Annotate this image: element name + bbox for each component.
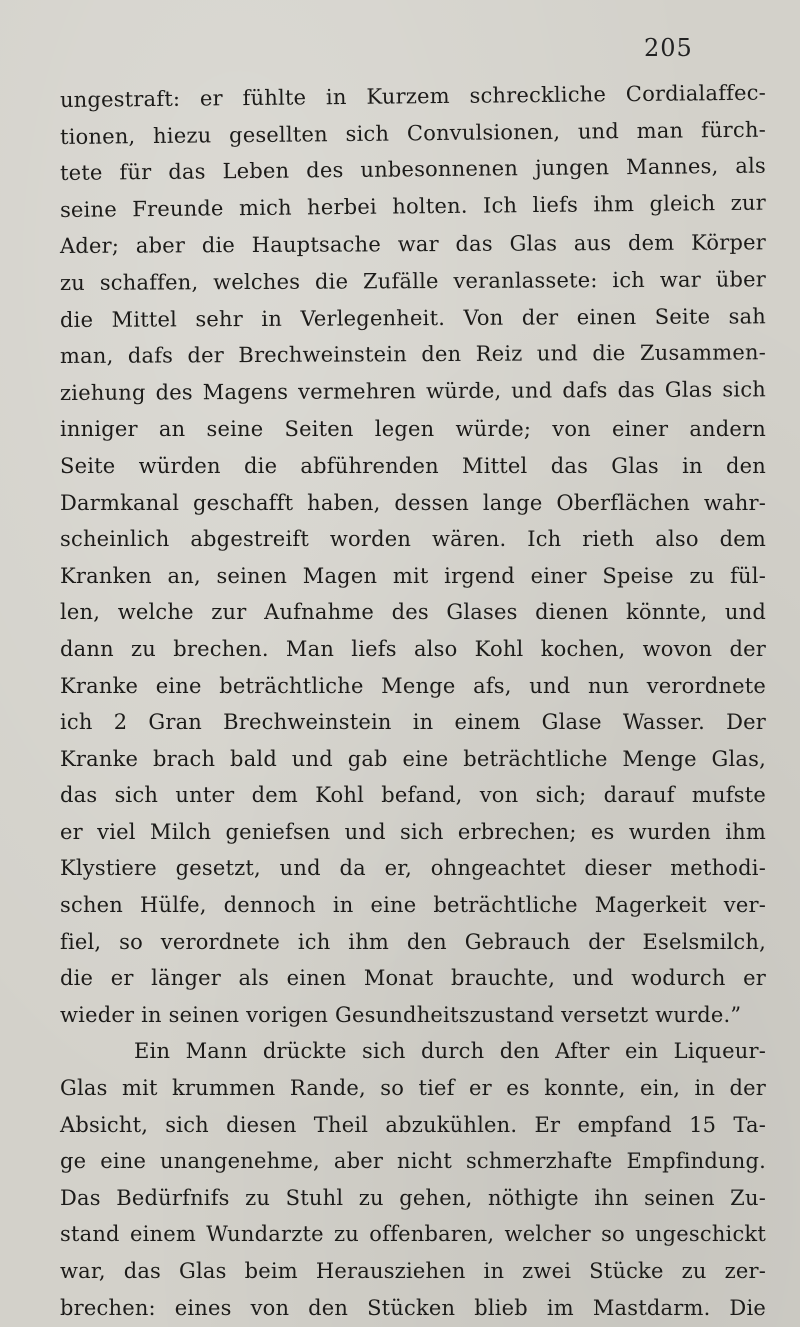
text-line: er viel Milch geniefsen und sich erbrechen; es wurden ihm: [60, 819, 766, 844]
text-line: Kranken an, seinen Magen mit irgend einer Speise zu fül-: [60, 563, 766, 588]
text-line: Klystiere gesetzt, und da er, ohngeachtet dieser methodi-: [60, 856, 766, 881]
text-line: ungestraft: er fühlte in Kurzem schreckliche Cordialaffec-: [59, 80, 767, 112]
text-line: man, dafs der Brechweinstein den Reiz und die Zusammen-: [59, 340, 767, 369]
text-line: scheinlich abgestreift worden wären. Ich rieth also dem: [60, 527, 766, 552]
text-line: Ein Mann drückte sich durch den After ein Liqueur-: [134, 1039, 766, 1064]
text-line: seine Freunde mich herbei holten. Ich liefs ihm gleich zur: [59, 190, 767, 222]
text-line: Das Bedürfnifs zu Stuhl zu gehen, nöthigte ihn seinen Zu-: [60, 1185, 766, 1210]
text-line: Kranke eine beträchtliche Menge afs, und nun verordnete: [60, 673, 766, 698]
text-line: die er länger als einen Monat brauchte, und wodurch er: [60, 966, 766, 991]
text-line: Kranke brach bald und gab eine beträchtliche Menge Glas,: [60, 746, 766, 771]
body-text: [60, 82, 766, 1326]
text-line: tionen, hiezu gesellten sich Convulsionen, und man fürch-: [59, 117, 767, 149]
text-line: len, welche zur Aufnahme des Glases dienen könnte, und: [60, 600, 766, 625]
text-line: Ader; aber die Hauptsache war das Glas aus dem Körper: [59, 230, 767, 259]
text-line: war, das Glas beim Herausziehen in zwei Stücke zu zer-: [60, 1259, 766, 1283]
text-line: zu schaffen, welches die Zufälle veranlassete: ich war über: [59, 267, 767, 295]
text-line: inniger an seine Seiten legen würde; von einer andern: [60, 417, 766, 442]
text-line: ge eine unangenehme, aber nicht schmerzhafte Empfindung.: [60, 1149, 766, 1174]
text-line: fiel, so verordnete ich ihm den Gebrauch der Eselsmilch,: [60, 929, 766, 954]
text-line: Absicht, sich diesen Theil abzukühlen. Er empfand 15 Ta-: [60, 1112, 766, 1137]
text-line: die Mittel sehr in Verlegenheit. Von der einen Seite sah: [59, 303, 767, 332]
text-line: ich 2 Gran Brechweinstein in einem Glase Wasser. Der: [60, 710, 766, 735]
text-line: Darmkanal geschafft haben, dessen lange Oberflächen wahr-: [60, 490, 766, 515]
page-number: 205: [644, 34, 693, 62]
text-line: tete für das Leben des unbesonnenen jungen Mannes, als: [59, 153, 767, 186]
text-line: ziehung des Magens vermehren würde, und dafs das Glas sich: [59, 377, 767, 405]
text-line: brechen: eines von den Stücken blieb im Mastdarm. Die: [60, 1295, 766, 1320]
text-line: wieder in seinen vorigen Gesundheitszustand versetzt wurde.”: [60, 1002, 742, 1027]
text-line: Seite würden die abführenden Mittel das Glas in den: [60, 453, 766, 478]
text-line: Glas mit krummen Rande, so tief er es konnte, ein, in der: [60, 1076, 766, 1101]
text-line: dann zu brechen. Man liefs also Kohl kochen, wovon der: [60, 636, 766, 661]
text-line: stand einem Wundarzte zu offenbaren, welcher so ungeschickt: [60, 1222, 766, 1247]
text-line: das sich unter dem Kohl befand, von sich; darauf mufste: [60, 783, 766, 808]
text-line: schen Hülfe, dennoch in eine beträchtliche Magerkeit ver-: [60, 893, 766, 918]
